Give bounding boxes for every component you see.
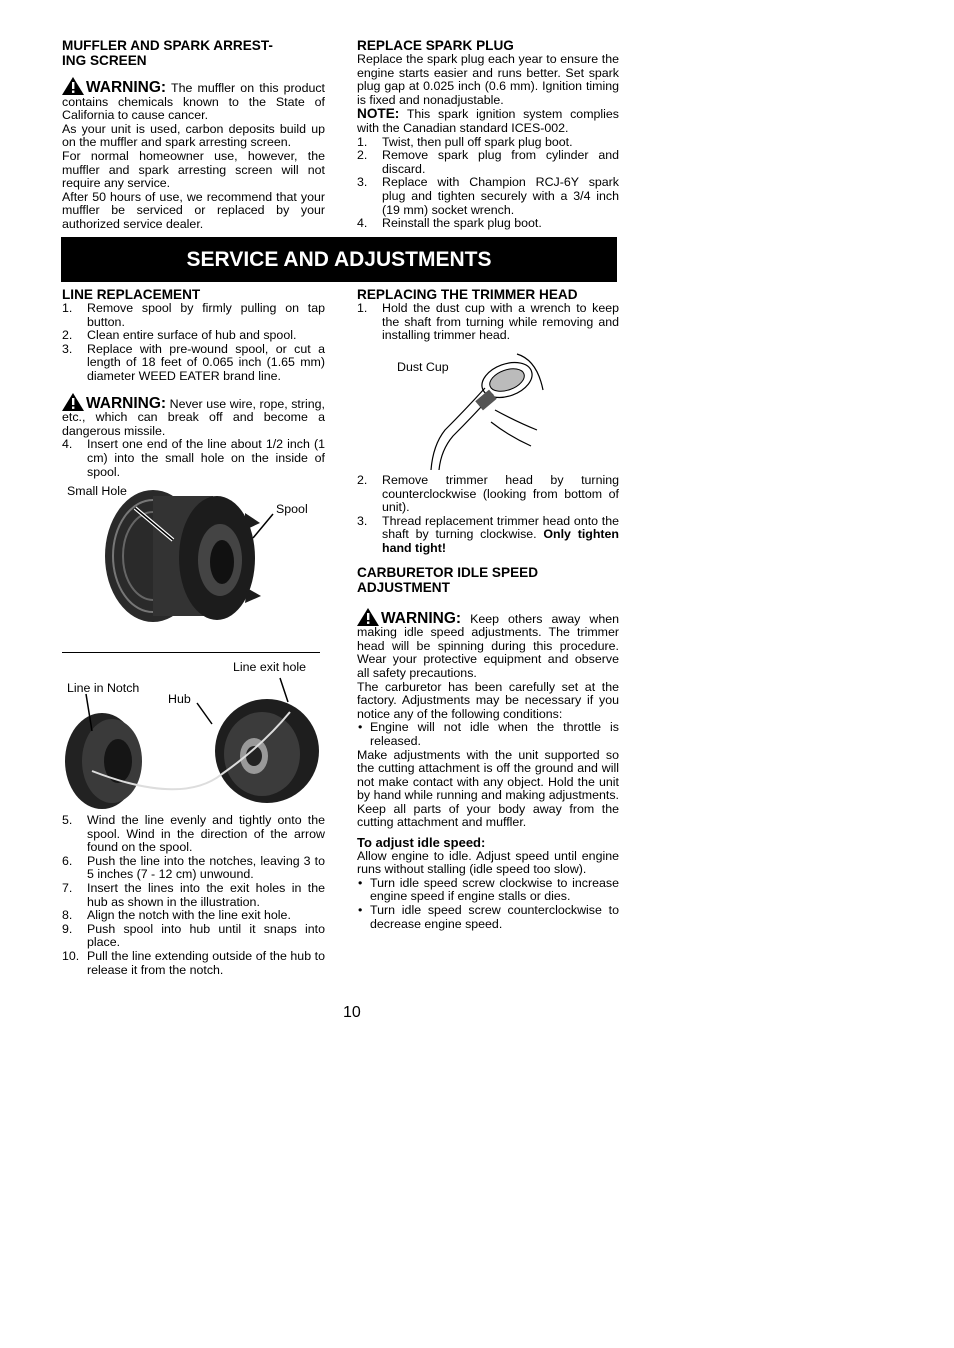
carburetor-paragraph-2: Make adjustments with the unit supported so the cutting attachment is off the ground and will not make contact with any object. Hold the unit by hand while running and making adjustments. Keep all parts of your body away from the cutting attachment and muffler. xyxy=(357,747,619,830)
line-warning xyxy=(62,393,325,439)
note-text: This spark ignition system complies with the Canadian standard ICES-002. xyxy=(357,107,620,135)
list-item: 1. Hold the dust cup with a wrench to keep the shaft from turning while removing and installing trimmer head. xyxy=(357,301,619,343)
warning-text: The muffler on this product contains chemicals known to the State of California to cause cancer. xyxy=(62,81,325,123)
list-item: 1. Twist, then pull off spark plug boot. xyxy=(357,134,573,149)
line-in-notch-label: Line in Notch xyxy=(67,681,140,695)
idle-speed-subheading: To adjust idle speed: xyxy=(357,835,486,851)
list-item: 8. Align the notch with the line exit hole. xyxy=(62,908,291,923)
line-exit-hole-label: Line exit hole xyxy=(233,660,307,674)
warning-label: WARNING: xyxy=(86,394,167,412)
list-item: 6. Push the line into the notches, leaving 3 to 5 inches (7 - 12 cm) unwound. xyxy=(62,853,325,882)
list-item: 5. Wind the line evenly and tightly onto the spool. Wind in the direction of the arrow found on the spool. xyxy=(62,813,325,855)
page-number: 10 xyxy=(343,1004,361,1021)
list-item: 3. Replace with pre-wound spool, or cut a length of 18 feet of 0.065 inch (1.65 mm) diameter WEED EATER brand line. xyxy=(62,341,325,383)
muffler-section xyxy=(62,38,325,232)
list-item: • Engine will not idle when the throttle is released. xyxy=(357,721,619,748)
dust-cup-label: Dust Cup xyxy=(397,360,449,374)
warning-text: Never use wire, rope, string, etc., which can break off and become a dangerous missile. xyxy=(62,396,325,438)
carburetor-heading: CARBURETOR IDLE SPEED ADJUSTMENT xyxy=(357,564,539,595)
line-steps-c-block xyxy=(62,814,325,977)
spark-plug-steps xyxy=(357,136,619,231)
warning-icon xyxy=(62,393,84,411)
trimmer-steps-a xyxy=(357,302,619,343)
spark-plug-heading: REPLACE SPARK PLUG xyxy=(357,38,514,53)
bold-caution: Only tighten hand tight! xyxy=(382,527,619,555)
spark-plug-note xyxy=(357,107,619,135)
warning-label: WARNING: xyxy=(86,79,167,96)
hub-label: Hub xyxy=(168,692,191,706)
spool-label: Spool xyxy=(276,502,308,516)
muffler-paragraph-2: For normal homeowner use, however, the muffler and spark arresting screen will not require any service. xyxy=(62,148,325,191)
carburetor-warning xyxy=(357,608,619,681)
line-steps-c xyxy=(62,814,325,977)
list-item: 2. Remove spark plug from cylinder and discard. xyxy=(357,148,619,176)
spark-plug-section xyxy=(357,38,619,231)
banner-title: SERVICE AND ADJUSTMENTS xyxy=(186,247,492,271)
list-item: 7. Insert the lines into the exit holes in the hub as shown in the illustration. xyxy=(62,880,325,909)
muffler-paragraph-3: After 50 hours of use, we recommend that your muffler be serviced or replaced by your authorized service dealer. xyxy=(62,189,325,231)
warning-icon xyxy=(357,608,379,626)
note-label: NOTE: xyxy=(357,106,400,122)
list-item: 2. Remove trimmer head by turning counterclockwise (looking from bottom of unit). xyxy=(357,473,619,515)
trimmer-head-section xyxy=(357,287,619,343)
line-replacement-heading: LINE REPLACEMENT xyxy=(62,287,201,302)
list-item: 1. Remove spool by firmly pulling on tap button. xyxy=(62,301,325,329)
muffler-warning xyxy=(62,77,325,123)
line-steps-a xyxy=(62,302,325,384)
list-item: 4. Reinstall the spark plug boot. xyxy=(357,216,542,231)
muffler-heading: MUFFLER AND SPARK ARREST- ING SCREEN xyxy=(62,38,273,68)
line-replacement-section xyxy=(62,287,325,479)
trimmer-head-heading: REPLACING THE TRIMMER HEAD xyxy=(357,287,578,302)
list-item: 3. Replace with Champion RCJ-6Y spark plug and tighten securely with a 3/4 inch (19 mm) socket wrench. xyxy=(357,175,619,217)
carburetor-bullets-1 xyxy=(357,721,619,748)
warning-icon xyxy=(62,77,84,95)
carburetor-paragraph-3: Allow engine to idle. Adjust speed until engine runs without stalling (idle speed too slow). xyxy=(357,848,619,877)
spark-plug-intro: Replace the spark plug each year to ensure the engine starts easier and runs better. Set spark plug gap at 0.025 inch (0.6 mm). Ignition timing is fixed and nonadjustable. xyxy=(357,52,619,107)
list-item: 2. Clean entire surface of hub and spool. xyxy=(62,328,297,343)
list-item: 10. Pull the line extending outside of the hub to release it from the notch. xyxy=(62,948,325,977)
figure-divider xyxy=(62,652,320,653)
muffler-paragraph-1: As your unit is used, carbon deposits build up on the muffler and spark arresting screen. xyxy=(62,121,325,150)
warning-text: Keep others away when making idle speed adjustments. The trimmer head will be spinning during this procedure. Wear your protective equipment and observe all safety precautions. xyxy=(357,611,619,680)
warning-label: WARNING: xyxy=(381,609,462,627)
line-steps-b xyxy=(62,438,325,479)
spool-illustration xyxy=(95,478,285,643)
dust-cup-illustration xyxy=(425,350,545,472)
section-banner xyxy=(61,237,617,282)
trimmer-steps-b xyxy=(357,474,619,556)
list-item: 4. Insert one end of the line about 1/2 inch (1 cm) into the small hole on the inside of spool. xyxy=(62,437,325,479)
trimmer-steps-b-block xyxy=(357,474,619,931)
list-item: 3. Thread replacement trimmer head onto the shaft by turning clockwise. Only tighten hand tight! xyxy=(357,513,619,555)
carburetor-paragraph-1: The carburetor has been carefully set at the factory. Adjustments may be necessary if you notice any of the following conditions: xyxy=(357,679,619,721)
list-item: • Turn idle speed screw counterclockwise to decrease engine speed. xyxy=(357,904,619,931)
list-item: 9. Push spool into hub until it snaps into place. xyxy=(62,921,325,950)
carburetor-bullets-2 xyxy=(357,877,619,931)
small-hole-label: Small Hole xyxy=(67,484,127,498)
list-item: • Turn idle speed screw clockwise to increase engine speed if engine stalls or dies. xyxy=(357,877,619,904)
hub-spool-illustration xyxy=(62,676,327,816)
